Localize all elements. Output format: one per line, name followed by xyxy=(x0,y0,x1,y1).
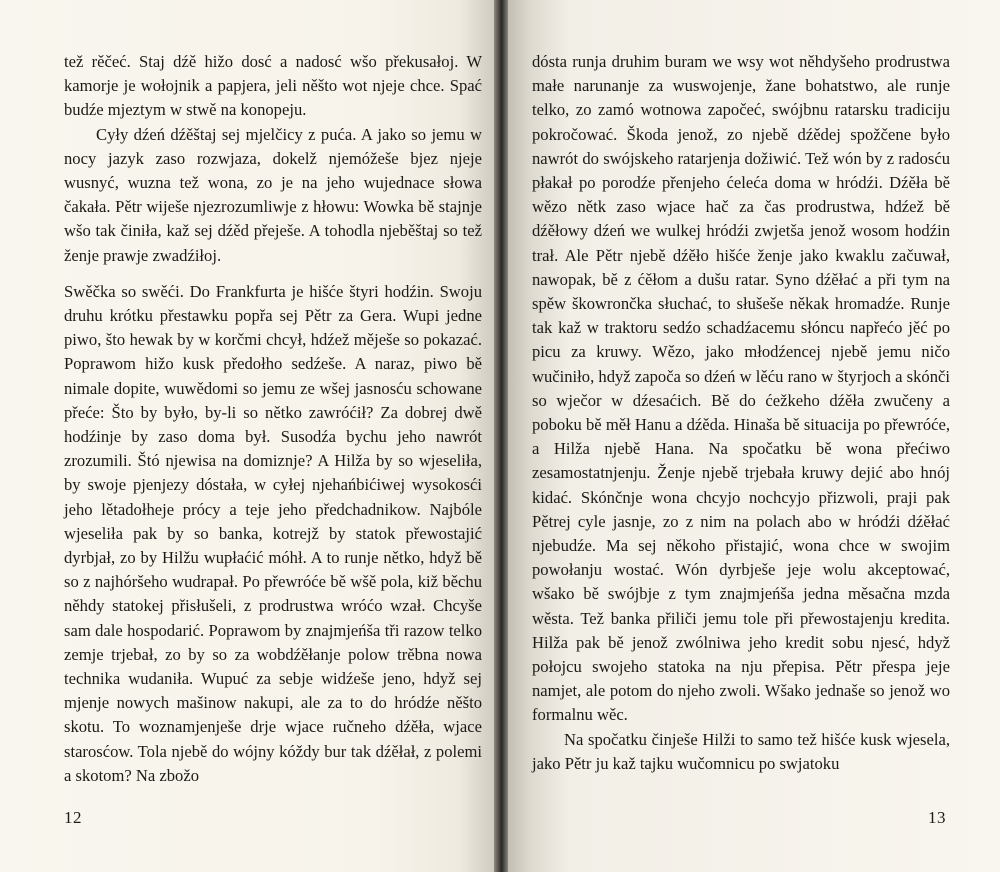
right-page-number: 13 xyxy=(928,808,946,827)
book-gutter xyxy=(494,0,508,872)
right-page-text xyxy=(532,50,950,776)
left-page-number: 12 xyxy=(64,808,82,827)
left-paragraph-1: tež rěčeć. Staj dźě hižo dosć a nadosć wšo překusałoj. W kamorje je wołojnik a papjera, jeli něšto wot njeje chce. Spać budźe mjeztym w stwě na konopeju. xyxy=(64,52,482,120)
left-paragraph-2: Cyły dźeń dźěštaj sej mjelčicy z puća. A jako so jemu w nocy jazyk zaso rozwjaza, dokelž njemóžeše bjez njeje wusnyć, wuzna tež wona, zo je na jeho wujednace słowa čakała. Pětr wiješe njezrozumliwje z hłowu: Wowka bě stajnje wšo tak činiła, kaž sej dźěd přeješe. A tohodla njeběštaj so tež ženje prawje zwadźiłoj. xyxy=(64,124,482,265)
right-paragraph-2: Na spočatku činješe Hilži to samo tež hišće kusk wjesela, jako Pětr ju kaž tajku wučomnicu po swjatoku xyxy=(532,729,950,773)
left-page-text xyxy=(64,50,482,788)
left-paragraph-3: Swěčka so swěći. Do Frankfurta je hišće štyri hodźin. Swoju druhu krótku přestawku popřa sej Pětr za Gera. Wupi jedne piwo, što hewak by w korčmi chcył, hdźež měješe so pokazać. Poprawom hižo kusk předołho sedźeše. A naraz, piwo bě nimale dopite, wuwědomi so jemu ze wšej jasnosću schowane přeće: Što by było, by-li so nětko zawróćił? Za dobrej dwě hodźinje by zaso doma był. Susodźa bychu jeho nawrót zrozumili. Štó njewisa na domiznje? A Hilža by so wjeseliła, by swoje pjenjezy dóstała, w cyłej njehańbićiwej wysokosći jeho lětadołheje prócy a teje jeho předchadnikow. Najbóle wjeseliła pak by so banka, kotrejž by statok přewostajić dyrbjał, zo by Hilžu wupłaćić móhł. A to runje nětko, hdyž bě so z najhóršeho wudrapał. Po přewróće bě wšě pola, kiž běchu něhdy statokej přisłušeli, z prodrustwa wróćo wzał. Chcyše sam dale hospodarić. Poprawom by znajmjeńša tři razow telko zemje trjebał, zo by so za wobdźěłanje polow trěbna nowa technika wudaniła. Wupuć za sebje widźeše jeno, hdyž sej mjenje nowych mašinow nakupi, ale za to do hródźe něšto skotu. To woznamjenješe drje wjace ručneho dźěła, wjace starosćow. Tola njebě do wójny kóždy bur tak dźěłał, z polemi a skotom? Na zbožo xyxy=(64,281,482,785)
right-paragraph-1: dósta runja druhim buram we wsy wot něhdyšeho prodrustwa małe narunanje za wuswojenje, žane bohatstwo, ale runje telko, zo zamó wotnowa započeć, swójbnu ratarsku tradiciju pokročować. Škoda jenož, zo njebě dźědej spožčene było nawrót do swójskeho ratarjenja dožiwić. Tež wón by z radosću płakał po porodźe přenjeho ćeleća doma w hródźi. Dźěła bě wězo nětk zaso wjace hač za čas prodrustwa, hdźež bě dźěłowy dźeń we wulkej hródźi zwjetša jenož wosom hodźin trał. Ale Pětr njebě dźěło hišće ženje jako kwaklu začuwał, nawopak, bě z ćěłom a dušu ratar. Syno dźěłać a při tym na spěw škowrončka słuchać, to słušeše někak hromadźe. Runje tak kaž w traktoru sedźo schadźacemu słóncu napřećo jěć po picu za kruwy. Wězo, jako młodźencej njebě jemu ničo wučiniło, hdyž započa so dźeń w lěću rano w štyrjoch a skónči so wječor w dźesaćich. Bě do ćežkeho dźěła zwučeny a poboku bě měł Hanu a dźěda. Hinaša bě situacija po přewróće, a Hilža njebě Hana. Na spočatku bě wona přećiwo zesamostatnjenju. Ženje njebě trjebała kruwy dejić abo hnój kidać. Skónčnje wona chcyjo nochcyjo přizwoli, praji pak Pětrej cyle jasnje, zo z nim na polach abo w hródźi dźěłać njebudźe. Ma sej někoho přistajić, wona chce w swojim powołanju wostać. Wón dyrbješe jeje wolu akceptować, wšako bě swójbje z tym znajmjeńša jedna měsačna mzda wěsta. Tež banka přiliči jemu tole při přewostajenju kredita. Hilža pak bě jenož zwólniwa jeho kredit sobu njesć, hdyž połojcu swojeho statoka na nju přepisa. Pětr přespa jeje namjet, ale potom do njeho zwoli. Wšako jednaše so jenož wo formalnu wěc. xyxy=(532,52,950,725)
